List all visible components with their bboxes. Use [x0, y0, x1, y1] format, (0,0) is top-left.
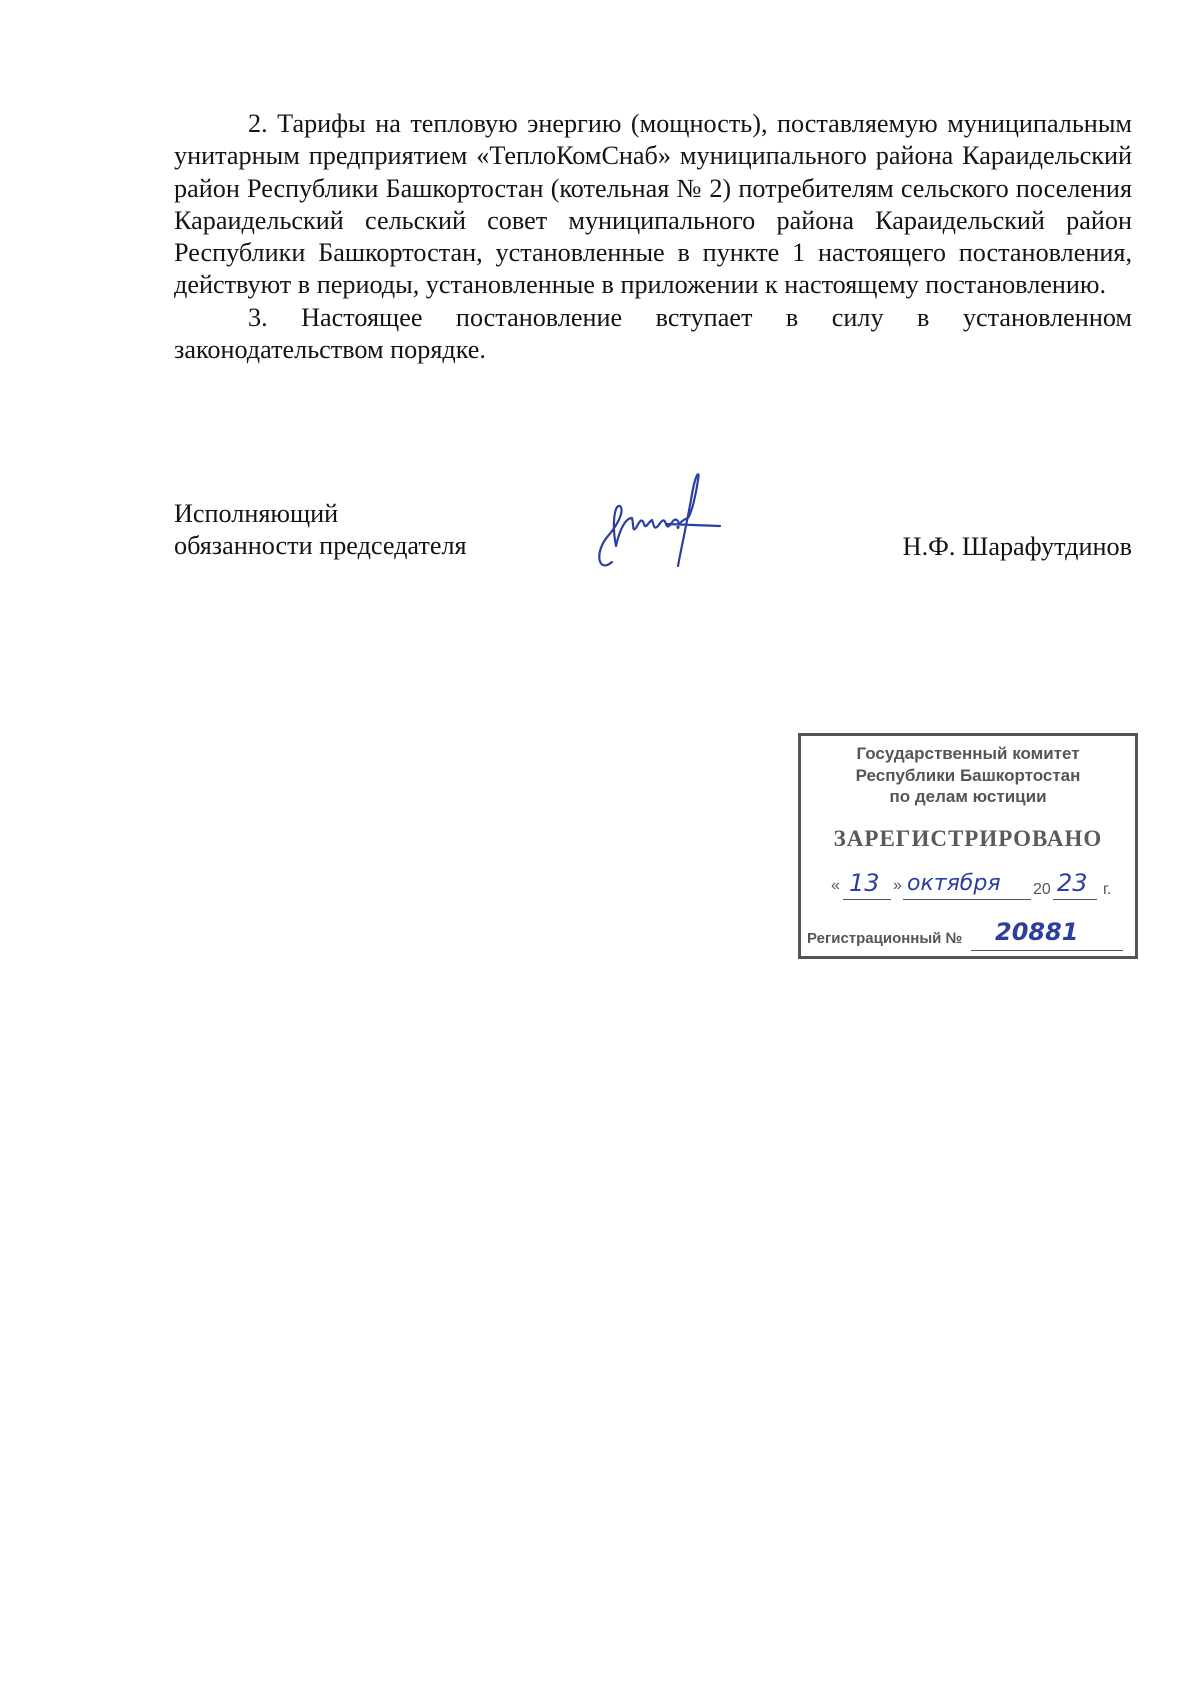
stamp-org-line1: Государственный комитет	[856, 744, 1080, 763]
stamp-date	[831, 869, 1131, 903]
signer-name: Н.Ф. Шарафутдинов	[902, 532, 1132, 561]
stamp-year-unit: г.	[1103, 881, 1112, 898]
stamp-year-underline	[1053, 899, 1097, 900]
registration-stamp	[798, 733, 1138, 959]
stamp-organization	[801, 743, 1135, 808]
signatory-position	[174, 498, 467, 562]
stamp-reg-number: 20881	[995, 918, 1079, 946]
stamp-year-prefix: 20	[1033, 881, 1051, 898]
signatory-position-line1: Исполняющий	[174, 499, 339, 528]
stamp-org-line3: по делам юстиции	[889, 787, 1047, 806]
stamp-day: 13	[849, 869, 880, 897]
paragraph-tariff-periods: 2. Тарифы на тепловую энергию (мощность), поставляемую муниципальным унитарным предприятием «ТеплоКомСнаб» муниципального района Караидельский район Республики Башкортостан (котельная № 2) потребителям сельского поселения Караидельский сельский совет муниципального района Караидельский район Республики Башкортостан, установленные в пункте 1 настоящего постановления, действуют в периоды, установленные в приложении к настоящему постановлению.	[174, 109, 1132, 300]
stamp-month-underline	[903, 899, 1031, 900]
stamp-month: октября	[907, 871, 1001, 896]
signatory-position-line2: обязанности председателя	[174, 531, 467, 560]
stamp-registration	[807, 918, 1127, 952]
stamp-status: ЗАРЕГИСТРИРОВАНО	[833, 826, 1103, 851]
stamp-reg-label: Регистрационный №	[807, 930, 963, 947]
paragraph-entry-into-force: 3. Настоящее постановление вступает в силу в установленном законодательством порядке.	[174, 302, 1132, 365]
document-body	[174, 108, 1132, 366]
stamp-day-underline	[843, 899, 891, 900]
stamp-quote-close: »	[893, 877, 902, 894]
stamp-org-line2: Республики Башкортостан	[855, 765, 1081, 785]
stamp-quote-open: «	[831, 877, 840, 894]
handwritten-signature	[592, 466, 732, 586]
stamp-reg-underline	[971, 950, 1123, 951]
stamp-year-suffix: 23	[1057, 869, 1088, 897]
